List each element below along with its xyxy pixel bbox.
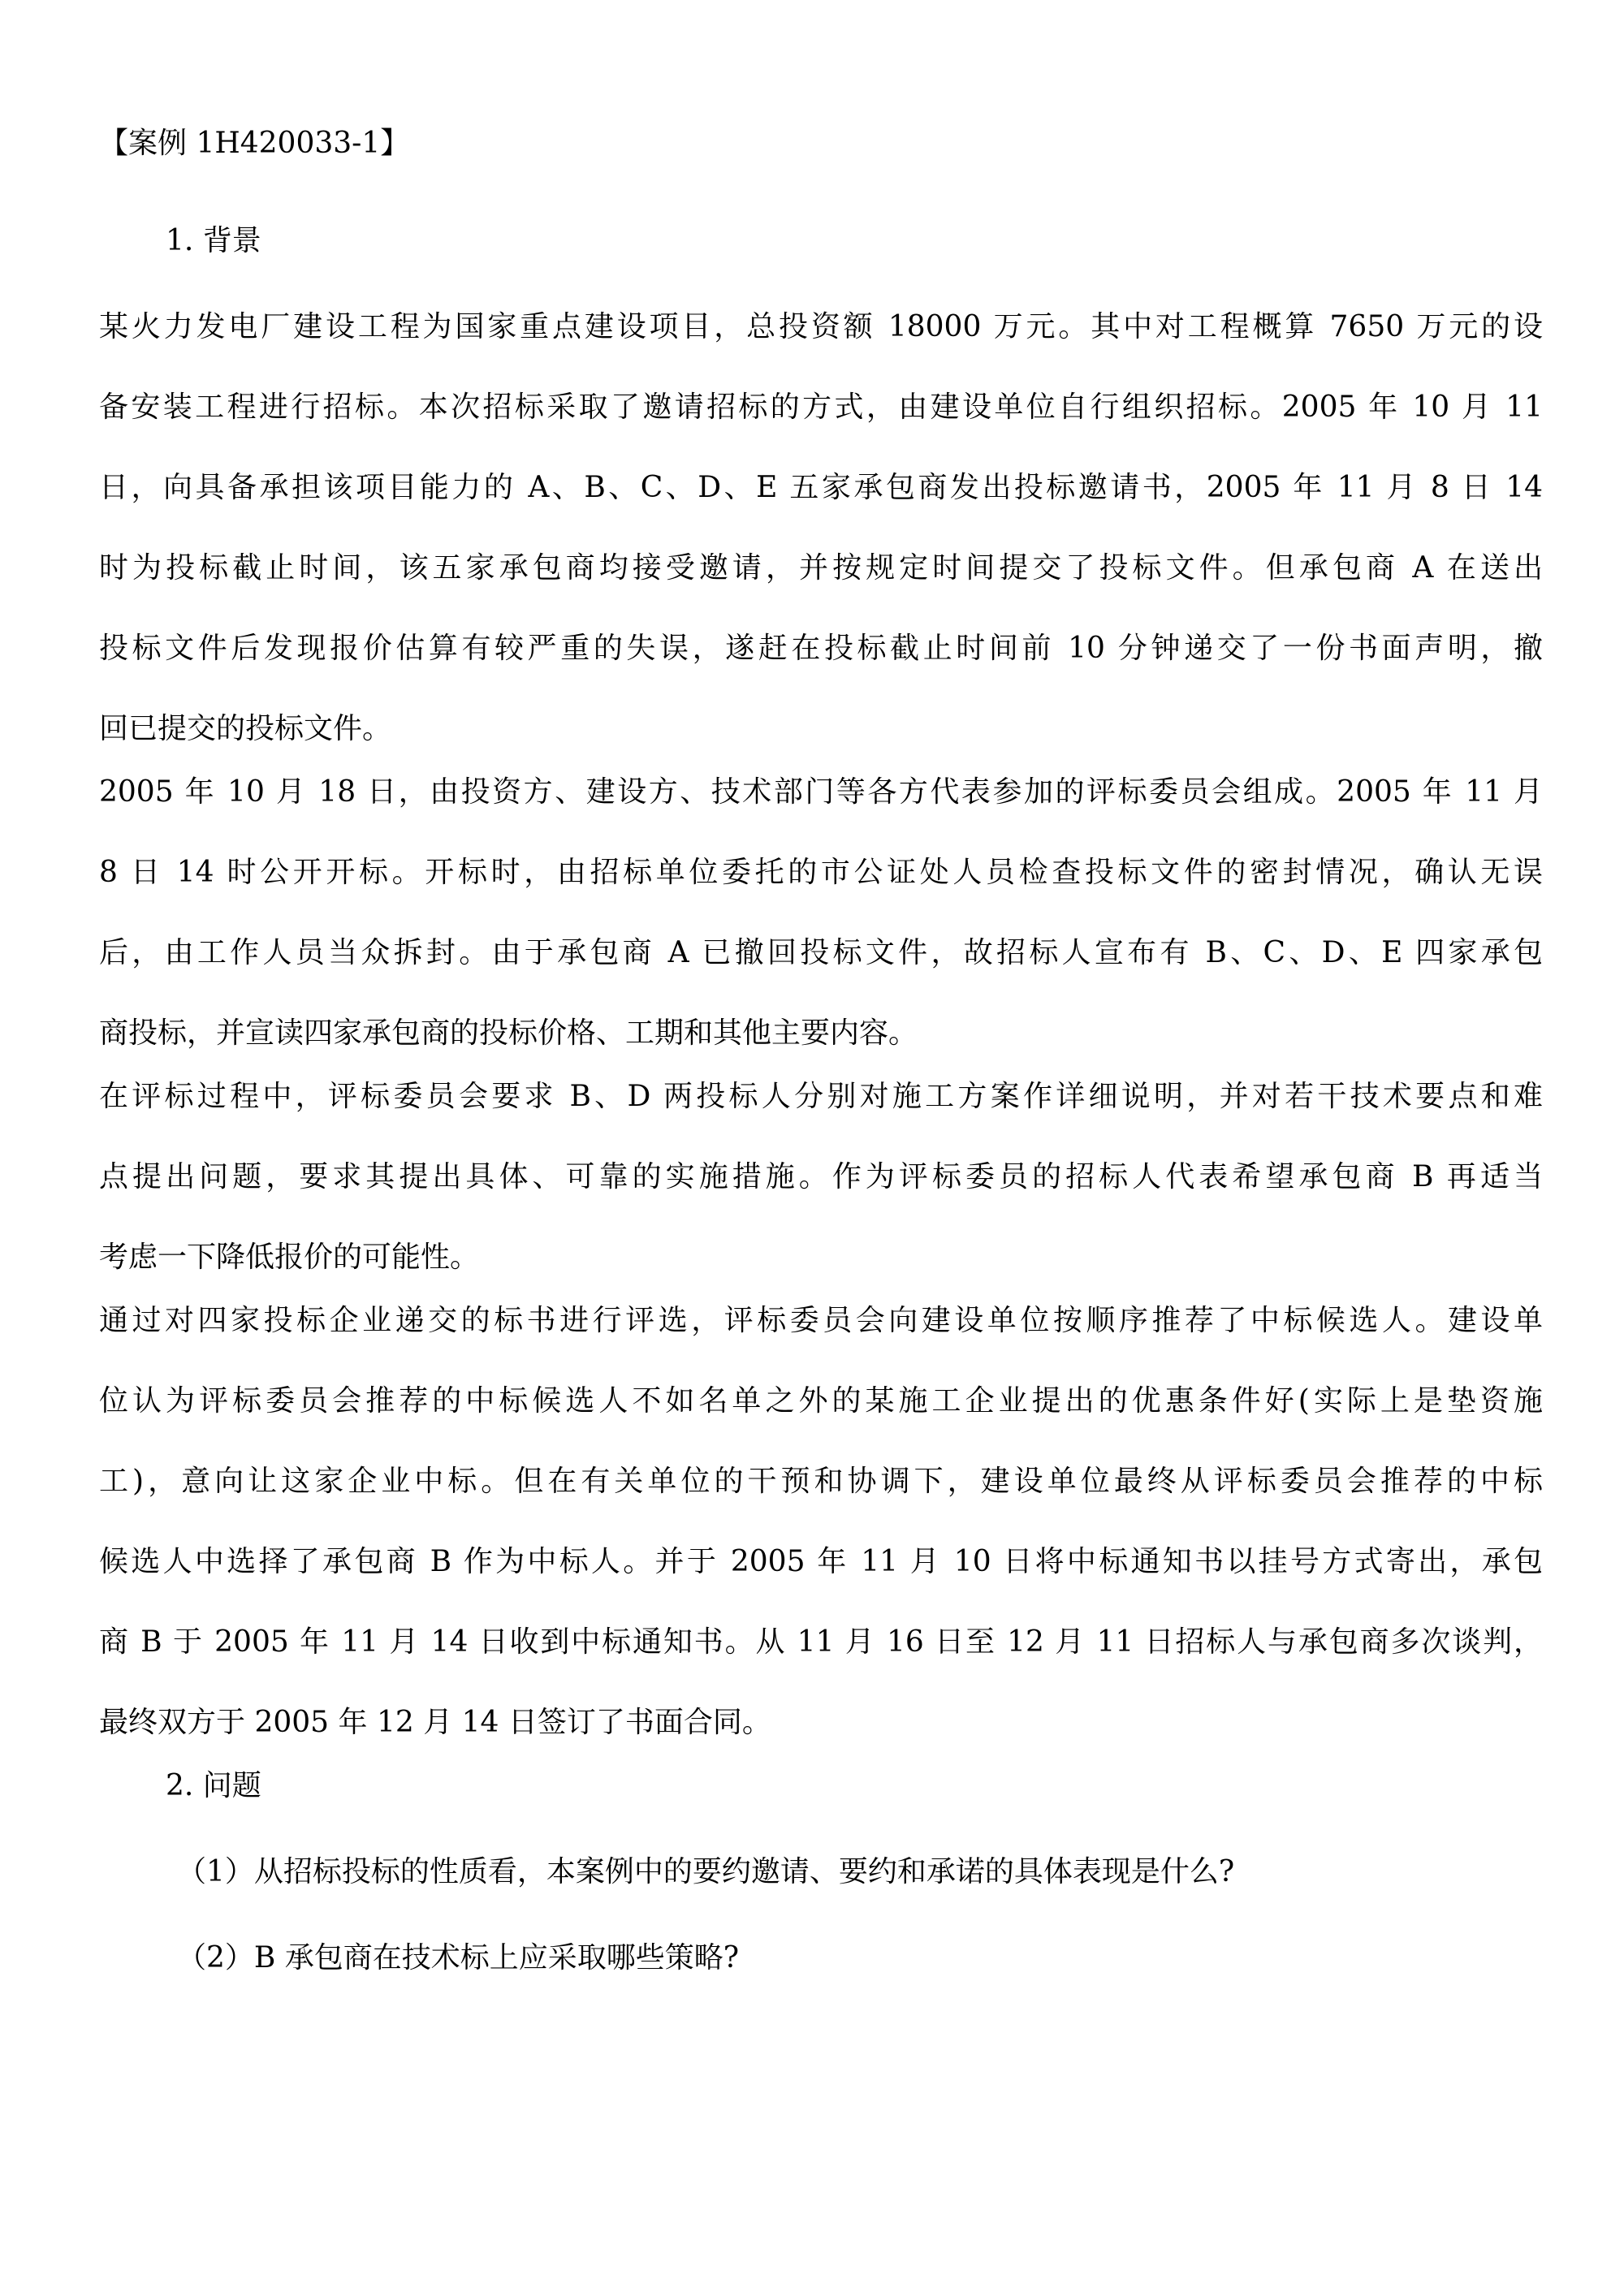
paragraph-line: 备安装工程进行招标。本次招标采取了邀请招标的方式，由建设单位自行组织招标。2005 年 10 月 11 (99, 391, 1543, 424)
background-heading: 1. 背景 (166, 224, 261, 257)
paragraph-2 (99, 772, 1543, 1054)
paragraph-4 (99, 1301, 1543, 1743)
questions-heading: 2. 问题 (166, 1769, 261, 1802)
paragraph-line: 考虑一下降低报价的可能性。 (99, 1241, 480, 1274)
paragraph-line: 时为投标截止时间，该五家承包商均接受邀请，并按规定时间提交了投标文件。但承包商 A 在送出 (99, 551, 1543, 585)
paragraph-1 (99, 307, 1543, 749)
paragraph-line: 8 日 14 时公开开标。开标时，由招标单位委托的市公证处人员检查投标文件的密封情况，确认无误 (99, 856, 1543, 889)
question-item: （1）从招标投标的性质看，本案例中的要约邀请、要约和承诺的具体表现是什么? (177, 1855, 1235, 1888)
question-item: （2）B 承包商在技术标上应采取哪些策略? (177, 1941, 740, 1974)
case-title: 【案例 1H420033-1】 (99, 127, 410, 160)
paragraph-line: 2005 年 10 月 18 日，由投资方、建设方、技术部门等各方代表参加的评标委员会组成。2005 年 11 月 (99, 775, 1543, 809)
paragraph-line: 商投标，并宣读四家承包商的投标价格、工期和其他主要内容。 (99, 1016, 918, 1050)
paragraph-line: 通过对四家投标企业递交的标书进行评选，评标委员会向建设单位按顺序推荐了中标候选人。建设单 (99, 1304, 1543, 1337)
paragraph-line: 后，由工作人员当众拆封。由于承包商 A 已撤回投标文件，故招标人宣布有 B、C、D、E 四家承包 (99, 936, 1543, 969)
paragraph-line: 点提出问题，要求其提出具体、可靠的实施措施。作为评标委员的招标人代表希望承包商 B 再适当 (99, 1160, 1543, 1193)
paragraph-line: 位认为评标委员会推荐的中标候选人不如名单之外的某施工企业提出的优惠条件好(实际上是垫资施 (99, 1384, 1543, 1418)
paragraph-line: 回已提交的投标文件。 (99, 712, 392, 745)
paragraph-line: 某火力发电厂建设工程为国家重点建设项目，总投资额 18000 万元。其中对工程概算 7650 万元的设 (99, 310, 1543, 343)
paragraph-line: 商 B 于 2005 年 11 月 14 日收到中标通知书。从 11 月 16 日至 12 月 11 日招标人与承包商多次谈判， (99, 1625, 1543, 1659)
paragraph-3 (99, 1077, 1543, 1278)
paragraph-line: 工)，意向让这家企业中标。但在有关单位的干预和协调下，建设单位最终从评标委员会推荐的中标 (99, 1465, 1543, 1498)
paragraph-line: 候选人中选择了承包商 B 作为中标人。并于 2005 年 11 月 10 日将中标通知书以挂号方式寄出，承包 (99, 1545, 1543, 1578)
paragraph-line: 投标文件后发现报价估算有较严重的失误，遂赶在投标截止时间前 10 分钟递交了一份书面声明，撤 (99, 632, 1543, 665)
paragraph-line: 最终双方于 2005 年 12 月 14 日签订了书面合同。 (99, 1706, 771, 1739)
paragraph-line: 在评标过程中，评标委员会要求 B、D 两投标人分别对施工方案作详细说明，并对若干技术要点和难 (99, 1080, 1543, 1113)
paragraph-line: 日，向具备承担该项目能力的 A、B、C、D、E 五家承包商发出投标邀请书，2005 年 11 月 8 日 14 (99, 471, 1543, 504)
